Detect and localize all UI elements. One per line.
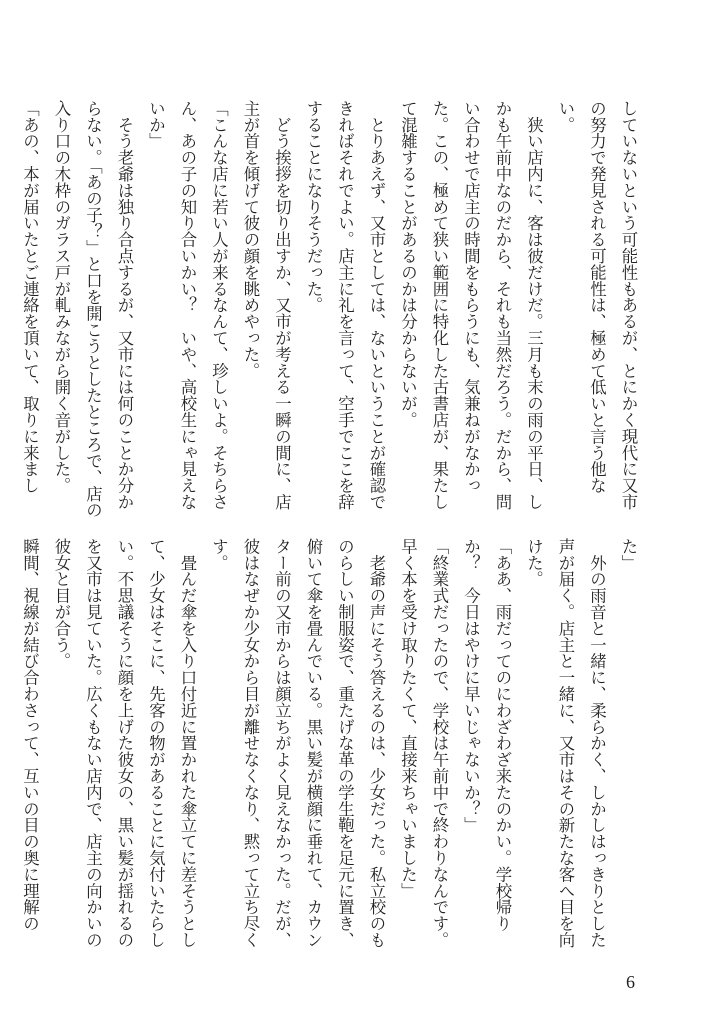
text-column: 外の雨音と一緒に、柔らかく、しかしはっきりとした: [587, 538, 607, 948]
text-column: 「こんな店に若い人が来るなんて、珍しいよ。そちらさ: [209, 100, 229, 510]
text-column: 狭い店内に、客は彼だけだ。三月も末の雨の平日、し: [524, 100, 544, 510]
text-column: い合わせで店主の時間をもらうにも、気兼ねがなかっ: [461, 100, 481, 494]
text-column: て、少女はそこに、先客の物があることに気付いたらし: [146, 538, 166, 948]
text-column: か？ 今日はやけに早いじゃないか？」: [461, 538, 481, 834]
text-column: 彼はなぜか少女から目が離せなくなり、黙って立ち尽く: [241, 538, 260, 948]
bottom-text-block: [20, 538, 644, 968]
text-column: ター前の又市からは顔立ちがよく見えなかった。だが、: [272, 538, 292, 948]
text-column: ん、あの子の知り合いかい？ いや、高校生にゃ見えな: [178, 100, 197, 510]
text-column: 「ああ、雨だってのにわざわざ来たのかい。学校帰り: [493, 538, 512, 932]
top-text-block: [20, 100, 644, 530]
text-column: 彼女と目が合う。: [52, 538, 71, 670]
text-column: 入り口の木枠のガラス戸が軋みながら開く音がした。: [52, 100, 71, 494]
text-column: い。不思議そうに顔を上げた彼女の、黒い髪が揺れるの: [115, 538, 134, 948]
text-column: きればそれでよい。店主に礼を言って、空手でここを辞: [335, 100, 355, 510]
text-column: 声が届く。店主と一緒に、又市はその新たな客へ目を向: [556, 538, 575, 948]
text-column: 早く本を受け取りたくて、直接来ちゃいました」: [398, 538, 418, 899]
text-column: 「終業式だったので、学校は午前中で終わりなんです。: [430, 538, 449, 948]
text-column: することになりそうだった。: [304, 100, 323, 314]
text-column: た。この、極めて狭い範囲に特化した古書店が、果たし: [430, 100, 449, 510]
text-column: す。: [209, 538, 229, 571]
text-column: 老爺の声にそう答えるのは、少女だった。私立校のも: [367, 538, 386, 948]
text-column: けた。: [524, 538, 544, 588]
text-column: そう老爺は独り合点するが、又市には何のことか分か: [115, 100, 134, 510]
text-column: 瞬間、視線が結び合わさって、互いの目の奥に理解の: [20, 538, 40, 932]
text-column: かも午前中なのだから、それも当然だろう。だから、問: [493, 100, 512, 510]
text-column: 主が首を傾げて彼の顔を眺めやった。: [241, 100, 260, 379]
text-column: の努力で発見される可能性は、極めて低いと言う他な: [587, 100, 607, 494]
text-column: い。: [556, 100, 575, 133]
text-column: て混雑することがあるのかは分からないが。: [398, 100, 418, 428]
text-column: とりあえず、又市としては、ないということが確認で: [367, 100, 386, 510]
text-column: 俯いて傘を畳んでいる。黒い髪が横顔に垂れて、カウン: [304, 538, 323, 948]
text-column: 「あの、本が届いたとご連絡を頂いて、取りに来まし: [20, 100, 40, 494]
text-column: どう挨拶を切り出すか、又市が考える一瞬の間に、店: [272, 100, 292, 510]
text-column: らない。「あの子？」と口を開こうとしたところで、店の: [83, 100, 103, 519]
text-column: のらしい制服姿で、重たげな革の学生鞄を足元に置き、: [335, 538, 355, 948]
text-column: いか」: [146, 100, 166, 150]
text-column: していないという可能性もあるが、とにかく現代に又市: [619, 100, 638, 510]
text-column: を又市は見ていた。広くもない店内で、店主の向かいの: [83, 538, 103, 948]
text-column: た」: [619, 538, 638, 571]
text-column: 畳んだ傘を入り口付近に置かれた傘立てに差そうとし: [178, 538, 197, 948]
page-number: 6: [626, 972, 635, 992]
